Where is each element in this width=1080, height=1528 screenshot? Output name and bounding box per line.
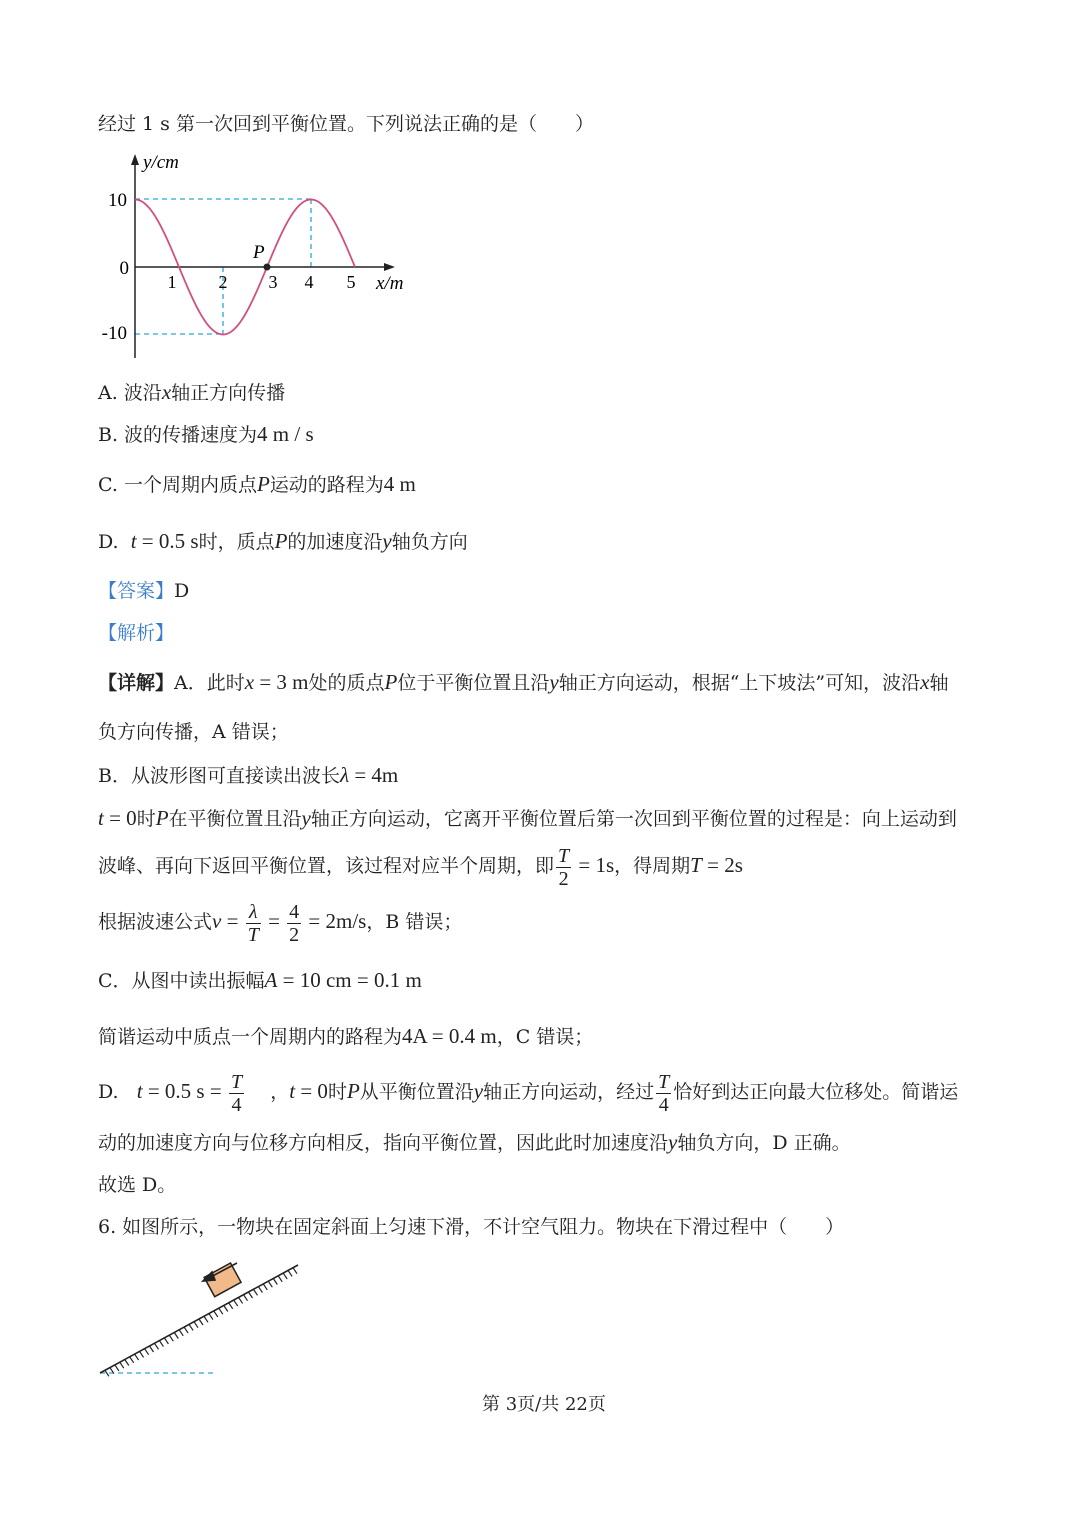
detail-line-5: 波峰、再向下返回平衡位置，该过程对应半个周期，即 $\frac{T}{2}$ = 1s，得周期T = 2s <box>98 844 743 890</box>
x-tick-label: 2 <box>218 272 228 292</box>
hatch-mark <box>169 1335 173 1341</box>
detail-line-3: B．从波形图可直接读出波长λ = 4m <box>98 763 399 787</box>
page-footer: 第 3页/共 22页 <box>482 1394 606 1415</box>
detail-line-11: 故选 D。 <box>98 1174 177 1196</box>
hatch-mark <box>219 1308 223 1314</box>
fraction: $\frac{\lambda}{T}$ <box>247 900 259 946</box>
option-c: C. 一个周期内质点P运动的路程为4 m <box>98 472 416 496</box>
hatch-mark <box>273 1279 277 1285</box>
fraction: $\frac{4}{2}$ <box>289 900 300 946</box>
hatch-mark <box>204 1316 208 1322</box>
x-axis-label: x/m <box>376 273 404 294</box>
hatch-mark <box>115 1365 119 1371</box>
detail-line-8: 简谐运动中质点一个周期内的路程为4A = 0.4 m，C 错误； <box>98 1024 594 1048</box>
hatch-mark <box>263 1284 267 1290</box>
point-p-marker <box>264 264 271 271</box>
hatch-mark <box>174 1333 178 1339</box>
detail-line-1: 【详解】A．此时x = 3 m处的质点P位于平衡位置且沿y轴正方向运动，根据“上下坡法”可知，波沿x轴 <box>98 670 949 694</box>
fraction: $\frac{T}{4}$ <box>658 1070 670 1116</box>
hatch-mark <box>234 1300 238 1306</box>
x-tick-label: 1 <box>167 272 177 292</box>
y-tick-label: 0 <box>119 258 129 279</box>
hatch-mark <box>254 1289 258 1295</box>
y-axis-arrow <box>131 154 139 165</box>
hatch-mark <box>159 1341 163 1347</box>
hatch-mark <box>145 1349 149 1355</box>
option-d: D. t = 0.5 s时，质点P的加速度沿y轴负方向 <box>98 529 468 553</box>
hatch-mark <box>244 1295 248 1301</box>
hatch-mark <box>155 1343 159 1349</box>
hatch-mark <box>199 1319 203 1325</box>
y-tick-label: -10 <box>101 323 127 344</box>
hatch-mark <box>140 1351 144 1357</box>
y-axis-label: y/cm <box>143 152 179 173</box>
option-b: B. 波的传播速度为4 m / s <box>98 422 314 446</box>
answer-line: 【答案】D <box>98 580 190 602</box>
point-p-label: P <box>253 242 265 263</box>
hatch-mark <box>283 1273 287 1279</box>
hatch-mark <box>278 1276 282 1282</box>
x-tick-label: 3 <box>268 272 278 292</box>
hatch-mark <box>164 1338 168 1344</box>
fraction: $\frac{T}{4}$ <box>230 1070 243 1116</box>
hatch-mark <box>249 1292 253 1298</box>
option-a: A. 波沿x轴正方向传播 <box>98 380 286 404</box>
detail-line-6: 根据波速公式v = $\frac{\lambda}{T}$ = $\frac{4}{2}$ = 2m/s，B 错误； <box>98 900 463 946</box>
analysis-tag: 【解析】 <box>98 622 175 644</box>
hatch-mark <box>209 1314 213 1320</box>
hatch-mark <box>120 1362 124 1368</box>
y-tick-label: 10 <box>108 190 127 211</box>
hatch-mark <box>125 1360 129 1366</box>
detail-line-2: 负方向传播，A 错误； <box>98 721 289 743</box>
hatch-mark <box>105 1370 109 1376</box>
fraction: $\frac{T}{2}$ <box>558 844 570 890</box>
hatch-mark <box>258 1287 262 1293</box>
x-tick-label: 5 <box>346 272 356 292</box>
x-tick-label: 4 <box>304 272 314 292</box>
incline-figure <box>95 1255 315 1385</box>
hatch-mark <box>293 1268 297 1274</box>
hatch-mark <box>189 1324 193 1330</box>
hatch-mark <box>268 1281 272 1287</box>
hatch-mark <box>150 1346 154 1352</box>
hatch-mark <box>224 1306 228 1312</box>
hatch-mark <box>179 1330 183 1336</box>
question-6: 6. 如图所示，一物块在固定斜面上匀速下滑，不计空气阻力。物块在下滑过程中（ ） <box>98 1216 845 1238</box>
detail-line-4: t = 0时P在平衡位置且沿y轴正方向运动，它离开平衡位置后第一次回到平衡位置的过程是：向上运动到 <box>98 806 957 830</box>
wave-graph <box>95 148 425 368</box>
hatch-mark <box>239 1297 243 1303</box>
hatch-mark <box>288 1270 292 1276</box>
detail-line-9: D. t = 0.5 s = $\frac{T}{4}$ ，t = 0时P从平衡位置沿y轴正方向运动，经过 $\frac{T}{4}$ 恰好到达正向最大位移处。简谐运 <box>98 1070 959 1116</box>
hatch-mark <box>229 1303 233 1309</box>
hatch-mark <box>130 1357 134 1363</box>
detail-line-7: C．从图中读出振幅A = 10 cm = 0.1 m <box>98 968 422 992</box>
hatch-mark <box>135 1354 139 1360</box>
x-axis-arrow <box>384 263 395 271</box>
hatch-mark <box>184 1327 188 1333</box>
hatch-mark <box>194 1322 198 1328</box>
incline-hatching <box>105 1268 297 1377</box>
detail-line-10: 动的加速度方向与位移方向相反，指向平衡位置，因此此时加速度沿y轴负方向，D 正确。 <box>98 1130 851 1154</box>
question-intro: 经过 1 s 第一次回到平衡位置。下列说法正确的是（ ） <box>98 113 594 135</box>
hatch-mark <box>214 1311 218 1317</box>
